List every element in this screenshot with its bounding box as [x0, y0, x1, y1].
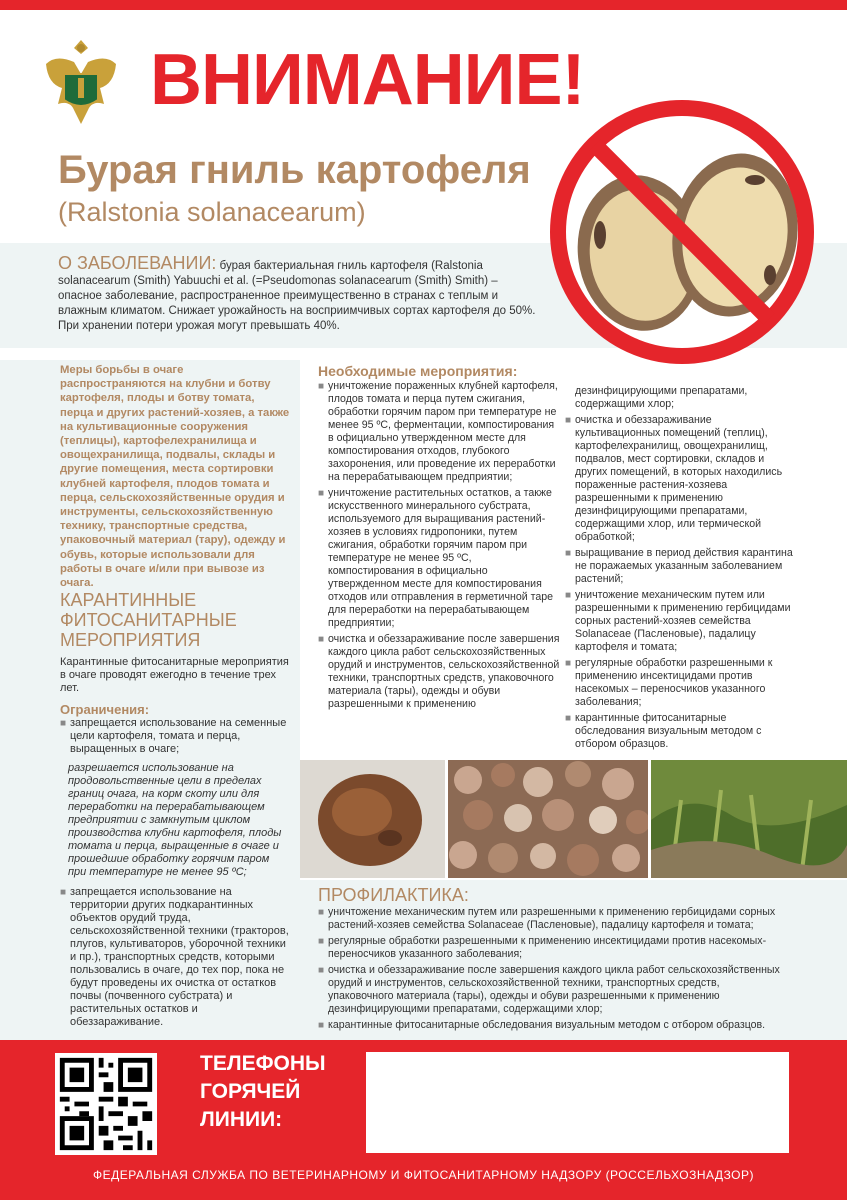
hotline-line: ЛИНИИ: — [200, 1108, 283, 1131]
emblem-icon — [36, 34, 126, 130]
prevention-heading: ПРОФИЛАКТИКА: — [318, 885, 469, 905]
list-item — [318, 633, 560, 711]
prohibition-icon — [545, 95, 820, 370]
attention-heading: ВНИМАНИЕ! — [150, 40, 585, 120]
bullet-icon: ■ — [565, 713, 572, 724]
list-item — [318, 964, 788, 1016]
quarantine-text: Карантинные фитосанитарные мероприятия в очаге проводят ежегодно в течение трех лет. — [60, 656, 289, 694]
bullet-icon: ■ — [318, 1020, 325, 1031]
bullet-icon: ■ — [318, 634, 325, 645]
bullet-icon: ■ — [60, 718, 67, 729]
list-item-text: уничтожение механическим путем или разрешенными к применению гербицидами сорных растений-хозяев семейства Solanaceae (Пасленовые), падалицу картофеля и томата; — [328, 906, 776, 931]
list-item-text: регулярные обработки разрешенными к применению инсектицидами против насекомых – переносчиков указанного заболевания; — [575, 657, 773, 708]
list-item — [318, 906, 788, 932]
prevention-list — [318, 906, 788, 1035]
list-item-text: очистка и обеззараживание после завершения каждого цикла работ сельскохозяйственных орудий и инструментов, сельскохозяйственной техники, транспортных средств, упаковочного материала (тары), одежды и обуви разрешенными к применению — [328, 633, 560, 710]
list-item-text: карантинные фитосанитарные обследования визуальным методом с отбором образцов. — [328, 1019, 766, 1031]
bullet-icon: ■ — [318, 907, 325, 918]
list-item — [565, 589, 795, 654]
bullet-icon: ■ — [318, 936, 325, 947]
bullet-icon: ■ — [565, 590, 572, 601]
list-item-text: уничтожение пораженных клубней картофеля, плодов томата и перца путем сжигания, обработки горячим паром при температуре не менее 95 ºС, ферментации, компостирования в официально утвержденном месте для компостирования отходов, глубокого захоронения, или проведение их переработки на перерабатывающем предприятии; — [328, 380, 558, 483]
list-item — [318, 487, 560, 630]
bullet-icon: ■ — [60, 887, 67, 898]
hotline-line: ГОРЯЧЕЙ — [200, 1080, 301, 1103]
limit-text: запрещается использование на территории других подкарантинных объектов орудий труда, сельскохозяйственной техники (тракторов, плугов, культиваторов, уборочной техники и пр.), транспортных средств, которыми пользовались в очаге, до тех пор, пока не будут проведены их очистка от остатков почвы (почвенного субстрата) и растительных остатков и обеззараживание. — [70, 886, 289, 1028]
list-item-text: регулярные обработки разрешенными к применению инсектицидами против насекомых-переносчиков указанного заболевания; — [328, 935, 767, 960]
list-item-text: уничтожение растительных остатков, а также искусственного минерального субстрата, используемого для выращивания растений-хозяев в условиях гидропоники, путем сжигания, обработки горячим паром при температуре не менее 95 ºС, компостирования в официально утвержденном месте для компостирования отходов или отправления в герметичной таре для переработки на перерабатывающем предприятии; — [328, 487, 553, 629]
limits-heading: Ограничения: — [60, 702, 150, 717]
about-text: бурая бактериальная гниль картофеля (Ralstonia solanacearum (Smith) Yabuuchi et al. (=Pseudomonas solanacearum (Smith) Smith) – опасное заболевание, распространенное преимущественно в странах с теплым и влажным климатом. Снижает урожайность на восприимчивых сортах картофеля до 50%. При хранении потери урожая могут превышать 40%. — [58, 260, 536, 332]
limit-item — [60, 717, 290, 756]
list-item — [565, 414, 795, 544]
page-title: Бурая гниль картофеля — [58, 148, 531, 192]
about-heading: О ЗАБОЛЕВАНИИ: — [58, 253, 217, 273]
list-item-text: выращивание в период действия карантина не поражаемых указанным заболеванием растений; — [575, 547, 793, 585]
list-item — [565, 712, 795, 751]
top-bar — [0, 0, 847, 10]
bullet-icon: ■ — [318, 965, 325, 976]
necessary-heading: Необходимые мероприятия: — [318, 363, 518, 379]
necessary-column-1 — [318, 380, 560, 714]
hotline-heading — [200, 1050, 326, 1134]
list-item-text: очистка и обеззараживание после завершения каждого цикла работ сельскохозяйственных орудий и инструментов, сельскохозяйственной техники, транспортных средств, упаковочного материала (тары), одежды и обуви разрешенными к применению дезинфицирующими препаратами, содержащими хлор; — [328, 964, 780, 1015]
list-item-text: карантинные фитосанитарные обследования визуальным методом с отбором образцов. — [575, 712, 762, 750]
list-item-continued: дезинфицирующими препаратами, содержащими хлор; — [575, 385, 748, 410]
page-subtitle: (Ralstonia solanacearum) — [58, 197, 366, 227]
photo-diseased-tuber — [300, 760, 445, 878]
qr-code-icon[interactable] — [55, 1053, 157, 1155]
necessary-column-2 — [565, 385, 795, 754]
list-item-text: уничтожение механическим путем или разрешенными к применению гербицидами сорных растений-хозяев семейства Solanaceae (Пасленовые), падалицу картофеля и томата; — [575, 589, 791, 653]
bullet-icon: ■ — [318, 381, 325, 392]
hotline-line: ТЕЛЕФОНЫ — [200, 1052, 326, 1075]
list-item — [565, 547, 795, 586]
photo-wilted-plants — [651, 760, 847, 878]
about-section — [58, 253, 538, 334]
quarantine-heading: КАРАНТИННЫЕ ФИТОСАНИТАРНЫЕ МЕРОПРИЯТИЯ — [60, 590, 237, 650]
bullet-icon: ■ — [565, 548, 572, 559]
phone-numbers-box — [366, 1052, 789, 1153]
list-item — [318, 935, 788, 961]
list-item — [318, 1019, 788, 1032]
bullet-icon: ■ — [565, 415, 572, 426]
limit-item — [60, 886, 290, 1029]
limit-text: запрещается использование на семенные цели картофеля, томата и перца, выращенных в очаге; — [70, 717, 287, 755]
agency-name: ФЕДЕРАЛЬНАЯ СЛУЖБА ПО ВЕТЕРИНАРНОМУ И ФИТОСАНИТАРНОМУ НАДЗОРУ (РОССЕЛЬХОЗНАДЗОР) — [92, 1168, 755, 1182]
list-item — [565, 657, 795, 709]
bullet-icon: ■ — [318, 488, 325, 499]
list-item-text: очистка и обеззараживание культивационных помещений (теплиц), картофелехранилищ, овощехранилищ, подвалов, мест сортировки, складов и других помещений, в которых находились пораженные растения-хозяева разрешенными к применению дезинфицирующими препаратами, содержащими хлор, или термической обработкой; — [575, 414, 783, 543]
list-item — [318, 380, 560, 484]
measures-intro: Меры борьбы в очаге распространяются на клубни и ботву картофеля, плоды и ботву томата, перца и других растений-хозяев, а также на культивационные сооружения (теплицы), картофелехранилища и овощехранилища, подвалы, склады и другие помещения, места сортировки клубней картофеля, плодов томата и перца, сельскохозяйственные орудия и инструменты, сельскохозяйственную технику, транспортные средства, упаковочный материал (тару), одежду и обувь, которые использовали для работы в очаге и/или при вывозе из очага. — [60, 364, 290, 590]
bullet-icon: ■ — [565, 658, 572, 669]
limit-allowed: разрешается использование на продовольственные цели в пределах границ очага, на корм скоту или для переработки на перерабатывающем предприятии с замкнутым циклом производства клубни картофеля, плоды томата и перца, выращенные в очаге и прошедшие обработку горячим паром при температуре не менее 95 ºС; — [68, 762, 282, 878]
photo-tubers-pile — [448, 760, 648, 878]
